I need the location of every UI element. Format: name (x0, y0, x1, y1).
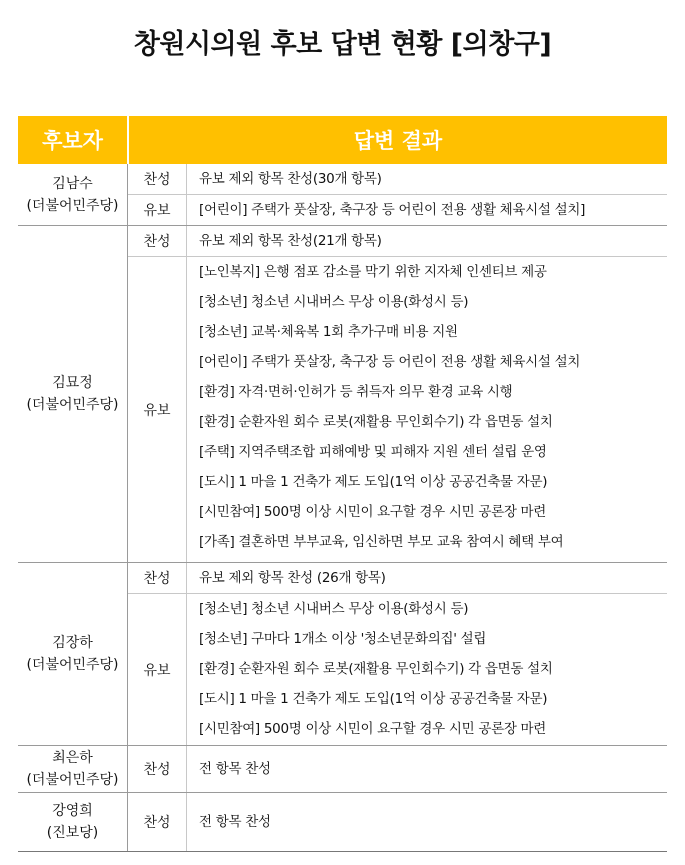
answer-row (128, 746, 667, 792)
answer-item: [가족] 결혼하면 부부교육, 임신하면 부모 교육 참여시 혜택 부여 (199, 534, 564, 550)
results-table (18, 116, 667, 852)
answer-row (128, 793, 667, 851)
answer-item: [어린이] 주택가 풋살장, 축구장 등 어린이 전용 생활 체육시설 설치] (199, 202, 586, 218)
answer-row (128, 593, 667, 745)
answer-item: [청소년] 청소년 시내버스 무상 이용(화성시 등) (199, 294, 469, 310)
answer-item: [시민참여] 500명 이상 시민이 요구할 경우 시민 공론장 마련 (199, 721, 547, 737)
answer-item: 유보 제외 항목 찬성 (26개 항목) (199, 570, 386, 586)
answers-cell (128, 226, 667, 562)
candidate-block (18, 793, 667, 852)
candidate-block (18, 563, 667, 746)
answer-type: 유보 (128, 594, 187, 745)
candidate-cell (18, 793, 128, 851)
answer-type: 유보 (128, 195, 187, 225)
candidate-party: (더불어민주당) (26, 197, 119, 214)
answer-item: [도시] 1 마을 1 건축가 제도 도입(1억 이상 공공건축물 자문) (199, 691, 548, 707)
answer-type: 찬성 (128, 563, 187, 593)
answer-row (128, 194, 667, 225)
answer-item: [노인복지] 은행 점포 감소를 막기 위한 지자체 인센티브 제공 (199, 264, 547, 280)
table-header (18, 116, 667, 164)
candidate-name: 최은하 (52, 750, 93, 766)
answer-type: 유보 (128, 257, 187, 562)
candidate-name: 강영희 (52, 803, 93, 819)
answers-cell (128, 164, 667, 225)
answer-items (187, 164, 667, 194)
answer-type: 찬성 (128, 164, 187, 194)
candidate-block (18, 746, 667, 793)
answer-row (128, 563, 667, 593)
page-title: 창원시의원 후보 답변 현황 [의창구] (133, 29, 552, 60)
candidate-party: (더불어민주당) (26, 657, 119, 673)
candidate-block (18, 226, 667, 563)
answer-row (128, 226, 667, 256)
answer-item: 전 항목 찬성 (199, 761, 271, 777)
answer-item: [환경] 순환자원 회수 로봇(재활용 무인회수기) 각 읍면동 설치 (199, 661, 553, 677)
answer-item: 유보 제외 항목 찬성(30개 항목) (199, 171, 382, 187)
candidate-name: 김남수 (52, 175, 93, 192)
answer-item: [청소년] 교복·체육복 1회 추가구매 비용 지원 (199, 324, 458, 340)
answer-items (187, 594, 667, 745)
answer-type: 찬성 (128, 793, 187, 851)
candidate-party: (더불어민주당) (26, 772, 119, 788)
answer-items (187, 195, 667, 225)
answer-item: 전 항목 찬성 (199, 814, 271, 830)
answer-item: [청소년] 청소년 시내버스 무상 이용(화성시 등) (199, 601, 469, 617)
candidate-name: 김장하 (52, 635, 93, 651)
candidate-cell (18, 226, 128, 562)
answer-items (187, 257, 667, 562)
candidate-name: 김묘정 (52, 375, 93, 391)
header-result: 답변 결과 (353, 129, 443, 153)
answers-cell (128, 746, 667, 792)
candidate-cell (18, 746, 128, 792)
answer-items (187, 793, 667, 851)
answers-cell (128, 563, 667, 745)
candidate-cell (18, 563, 128, 745)
answer-item: [어린이] 주택가 풋살장, 축구장 등 어린이 전용 생활 체육시설 설치 (199, 354, 581, 370)
answer-item: [환경] 순환자원 회수 로봇(재활용 무인회수기) 각 읍면동 설치 (199, 414, 553, 430)
answer-item: [주택] 지역주택조합 피해예방 및 피해자 지원 센터 설립 운영 (199, 444, 547, 460)
answer-items (187, 563, 667, 593)
answer-item: [도시] 1 마을 1 건축가 제도 도입(1억 이상 공공건축물 자문) (199, 474, 548, 490)
answer-items (187, 226, 667, 256)
candidate-party: (진보당) (46, 825, 99, 841)
answers-cell (128, 793, 667, 851)
answer-item: 유보 제외 항목 찬성(21개 항목) (199, 233, 382, 249)
answer-item: [환경] 자격·면허·인허가 등 취득자 의무 환경 교육 시행 (199, 384, 513, 400)
answer-row (128, 256, 667, 562)
answer-items (187, 746, 667, 792)
candidate-cell (18, 164, 128, 225)
answer-type: 찬성 (128, 746, 187, 792)
table-body (18, 164, 667, 852)
candidate-party: (더불어민주당) (26, 397, 119, 413)
header-candidate: 후보자 (18, 116, 129, 164)
answer-type: 찬성 (128, 226, 187, 256)
answer-item: [시민참여] 500명 이상 시민이 요구할 경우 시민 공론장 마련 (199, 504, 547, 520)
answer-row (128, 164, 667, 194)
answer-item: [청소년] 구마다 1개소 이상 '청소년문화의집' 설립 (199, 631, 487, 647)
candidate-block (18, 164, 667, 226)
